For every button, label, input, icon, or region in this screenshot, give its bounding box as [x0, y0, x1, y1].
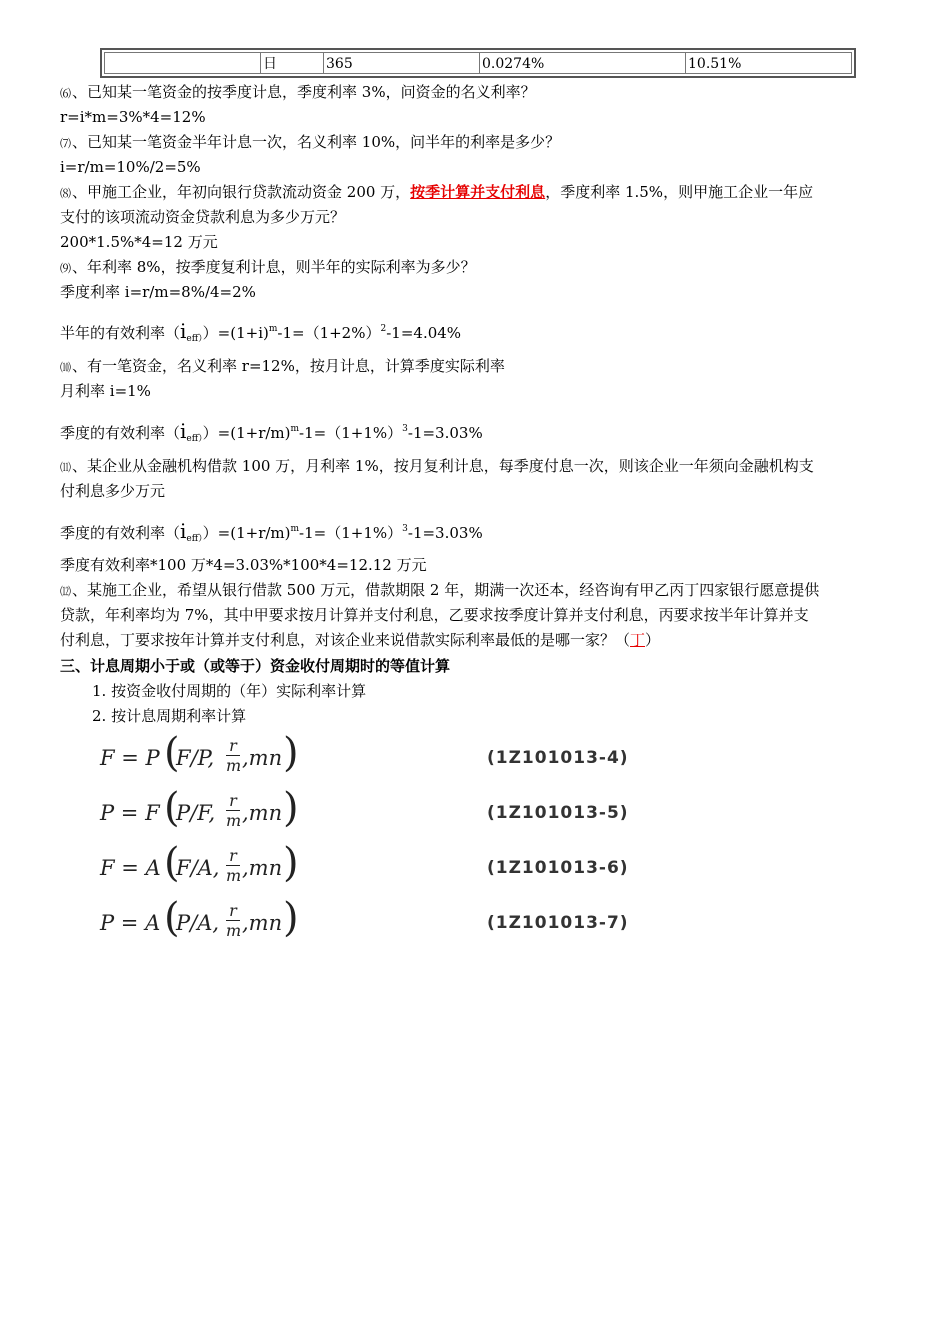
- answer-8: 200*1.5%*4=12 万元: [60, 233, 218, 251]
- section-3-title: 三、计息周期小于或（或等于）资金收付周期时的等值计算: [60, 657, 451, 675]
- question-8-line1: ⑻、甲施工企业，年初向银行贷款流动资金 200 万，按季计算并支付利息，季度利率 1.5%，则甲施工企业一年应: [60, 183, 814, 201]
- formula-1z101013-7: P = A ( P/A, r m ,mn ): [100, 895, 299, 941]
- answer-9-effective-rate: 半年的有效利率$(i_{eff)})=(1+i)^m-1=(1+2\%)^2-1=4.04\%$: [60, 319, 462, 344]
- section-3-item-2: 2. 按计息周期利率计算: [92, 707, 247, 725]
- formula-code-5: (1Z101013-5): [487, 803, 629, 823]
- answer-11: 季度有效利率*100 万*4=3.03%*100*4=12.12 万元: [60, 556, 427, 574]
- question-9: ⑼、年利率 8%，按季度复利计息，则半年的实际利率为多少？: [60, 258, 476, 276]
- table-cell-period-rate: 0.0274%: [480, 53, 686, 73]
- formula-1z101013-6: F = A ( F/A, r m ,mn ): [100, 840, 299, 886]
- table-cell-label: [105, 53, 261, 73]
- formula-code-6: (1Z101013-6): [487, 858, 629, 878]
- formula-1z101013-4: F = P ( F/P, r m ,mn ): [100, 730, 299, 776]
- formula-1z101013-5: P = F ( P/F, r m ,mn ): [100, 785, 299, 831]
- question-7: ⑺、已知某一笔资金半年计息一次，名义利率 10%，问半年的利率是多少？: [60, 133, 561, 151]
- answer-6: r=i*m=3%*4=12%: [60, 108, 206, 126]
- question-10: ⑽、有一笔资金，名义利率 r=12%，按月计息，计算季度实际利率: [60, 357, 505, 375]
- table-cell-count: 365: [324, 53, 480, 73]
- formula-code-7: (1Z101013-7): [487, 913, 629, 933]
- question-12-line3: 付利息，丁要求按年计算并支付利息，对该企业来说借款实际利率最低的是哪一家？（丁）: [60, 631, 661, 649]
- highlight-text: 按季计算并支付利息: [410, 183, 546, 201]
- table-cell-annual-rate: 10.51%: [688, 56, 742, 72]
- answer-11-effective-rate: 季度的有效利率$(i_{eff)})=(1+r/m)^m-1=(1+1\%)^3-1=3.03\%$: [60, 519, 483, 544]
- answer-9-quarter-rate: 季度利率 i=r/m=8%/4=2%: [60, 283, 256, 301]
- interest-rate-table: [100, 48, 856, 78]
- formula-code-4: (1Z101013-4): [487, 748, 629, 768]
- question-12-line2: 贷款，年利率均为 7%，其中甲要求按月计算并支付利息，乙要求按季度计算并支付利息，丙要求按半年计算并支: [60, 606, 809, 624]
- table-cell-period: 日: [261, 53, 324, 73]
- section-3-item-1: 1. 按资金收付周期的（年）实际利率计算: [92, 682, 367, 700]
- question-6: ⑹、已知某一笔资金的按季度计息，季度利率 3%，问资金的名义利率？: [60, 83, 536, 101]
- question-12-line1: ⑿、某施工企业，希望从银行借款 500 万元，借款期限 2 年，期满一次还本，经咨询有甲乙丙丁四家银行愿意提供: [60, 581, 820, 599]
- table-row: [104, 52, 852, 74]
- question-11-line2: 付利息多少万元: [60, 482, 166, 500]
- answer-10-month-rate: 月利率 i=1%: [60, 382, 151, 400]
- question-11-line1: ⑾、某企业从金融机构借款 100 万，月利率 1%，按月复利计息，每季度付息一次，则该企业一年须向金融机构支: [60, 457, 814, 475]
- answer-12: 丁: [630, 631, 646, 649]
- answer-7: i=r/m=10%/2=5%: [60, 158, 201, 176]
- question-8-line2: 支付的该项流动资金贷款利息为多少万元？: [60, 208, 346, 226]
- answer-10-effective-rate: 季度的有效利率$(i_{eff)})=(1+r/m)^m-1=(1+1\%)^3-1=3.03\%$: [60, 419, 483, 444]
